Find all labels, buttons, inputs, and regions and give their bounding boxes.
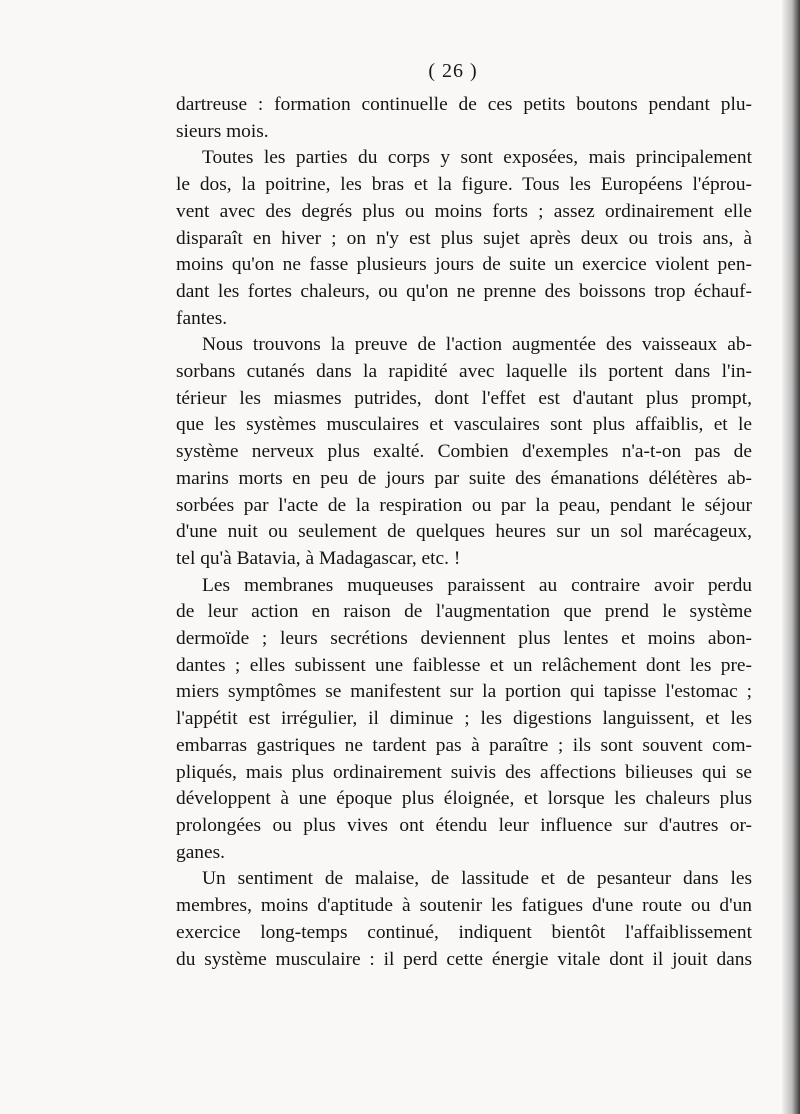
text-line: que les systèmes musculaires et vasculaires sont plus affaiblis, et le [176, 414, 752, 436]
text-line: système nerveux plus exalté. Combien d'exemples n'a-t-on pas de [176, 441, 752, 463]
text-line: moins qu'on ne fasse plusieurs jours de suite un exercice violent pen- [176, 254, 752, 276]
text-line: disparaît en hiver ; on n'y est plus sujet après deux ou trois ans, à [176, 227, 752, 249]
body-text [176, 92, 752, 973]
text-line: embarras gastriques ne tardent pas à paraître ; ils sont souvent com- [176, 734, 752, 756]
paragraph [176, 92, 752, 145]
text-line: exercice long-temps continué, indiquent bientôt l'affaiblissement [176, 921, 752, 943]
text-line: développent à une époque plus éloignée, et lorsque les chaleurs plus [176, 788, 752, 810]
text-line: dermoïde ; leurs secrétions deviennent plus lentes et moins abon- [176, 628, 752, 650]
text-line: sorbées par l'acte de la respiration ou par la peau, pendant le séjour [176, 494, 752, 516]
text-line: le dos, la poitrine, les bras et la figure. Tous les Européens l'éprou- [176, 174, 752, 196]
paragraph [176, 332, 752, 572]
text-line: Un sentiment de malaise, de lassitude et de pesanteur dans les [202, 868, 752, 890]
text-line: térieur les miasmes putrides, dont l'effet est d'autant plus prompt, [176, 387, 752, 409]
text-line: dantes ; elles subissent une faiblesse et un relâchement dont les pre- [176, 654, 752, 676]
text-line: ganes. [176, 841, 225, 863]
text-line: tel qu'à Batavia, à Madagascar, etc. ! [176, 547, 461, 569]
text-line: du système musculaire : il perd cette énergie vitale dont il jouit dans [176, 948, 752, 970]
text-line: marins morts en peu de jours par suite des émanations délétères ab- [176, 467, 752, 489]
text-line: d'une nuit ou seulement de quelques heures sur un sol marécageux, [176, 521, 752, 543]
text-line: pliqués, mais plus ordinairement suivis des affections bilieuses qui se [176, 761, 752, 783]
paragraph [176, 866, 752, 973]
page-number: ( 26 ) [428, 60, 478, 82]
text-line: dartreuse : formation continuelle de ces petits boutons pendant plu- [176, 94, 752, 115]
page-edge-shadow [782, 0, 800, 1114]
text-line: membres, moins d'aptitude à soutenir les fatigues d'une route ou d'un [176, 895, 752, 917]
text-line: miers symptômes se manifestent sur la portion qui tapisse l'estomac ; [176, 681, 752, 703]
text-line: fantes. [176, 307, 228, 329]
text-line: Les membranes muqueuses paraissent au contraire avoir perdu [202, 574, 752, 596]
text-line: Toutes les parties du corps y sont exposées, mais principalement [202, 147, 752, 169]
text-line: sieurs mois. [176, 120, 269, 142]
text-line: prolongées ou plus vives ont étendu leur influence sur d'autres or- [176, 814, 752, 836]
text-line: l'appétit est irrégulier, il diminue ; les digestions languissent, et les [176, 708, 752, 730]
text-line: sorbans cutanés dans la rapidité avec laquelle ils portent dans l'in- [176, 361, 752, 383]
paragraph [176, 145, 752, 332]
text-line: vent avec des degrés plus ou moins forts ; assez ordinairement elle [176, 200, 752, 222]
text-line: de leur action en raison de l'augmentation que prend le système [176, 601, 752, 623]
text-line: Nous trouvons la preuve de l'action augmentée des vaisseaux ab- [202, 334, 752, 356]
text-line: dant les fortes chaleurs, ou qu'on ne prenne des boissons trop échauf- [176, 280, 752, 302]
paragraph [176, 573, 752, 867]
